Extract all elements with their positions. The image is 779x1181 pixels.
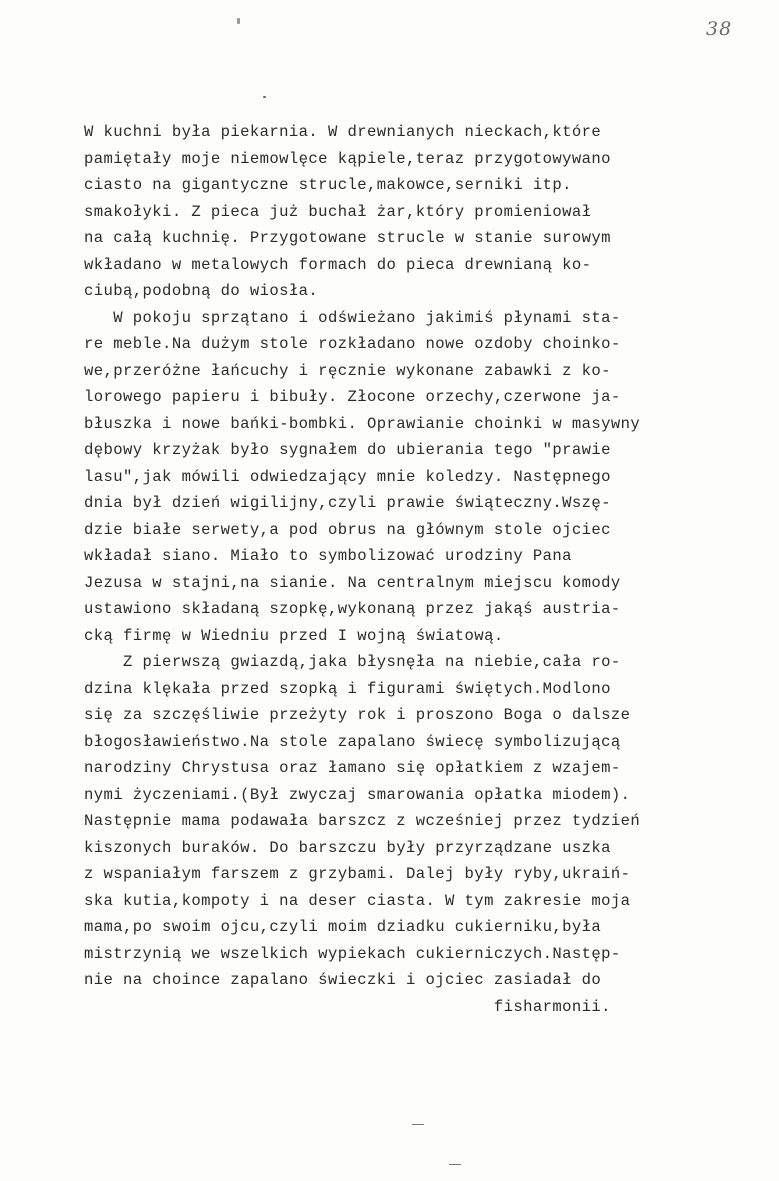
text-line: W pokoju sprzątano i odświeżano jakimiś płynami sta- xyxy=(84,308,621,327)
text-line: się za szczęśliwie przeżyty rok i proszono Boga o dalsze xyxy=(84,706,631,724)
text-line: mistrzynią we wszelkich wypiekach cukierniczych.Następ- xyxy=(84,944,621,963)
text-line: kiszonych buraków. Do barszczu były przyrządzane uszka xyxy=(84,838,611,857)
text-line: dzie białe serwety,a pod obrus na głównym stole ojciec xyxy=(84,520,611,539)
text-line: nie na choince zapalano świeczki i ojciec zasiadał do xyxy=(84,971,602,989)
text-line: błuszka i nowe bańki-bombki. Oprawianie choinki w masywny xyxy=(84,414,641,433)
text-line: ciubą,podobną do wiosła. xyxy=(84,282,319,300)
ink-speck xyxy=(237,18,240,24)
text-line: smakołyki. Z pieca już buchał żar,który promieniował xyxy=(84,202,592,221)
text-line: dzina klękała przed szopką i figurami świętych.Modlono xyxy=(84,679,611,698)
text-line: ska kutia,kompoty i na deser ciasta. W tym zakresie moja xyxy=(84,891,631,910)
text-line: lasu",jak mówili odwiedzający mnie koledzy. Następnego xyxy=(84,467,611,486)
text-line: nymi życzeniami.(Był zwyczaj smarowania opłatka miodem). xyxy=(84,785,631,804)
text-line: Z pierwszą gwiazdą,jaka błysnęła na niebie,cała ro- xyxy=(84,653,621,671)
text-line: W kuchni była piekarnia. W drewnianych nieckach,które xyxy=(84,123,602,141)
text-line: Następnie mama podawała barszcz z wcześniej przez tydzień xyxy=(84,812,641,830)
text-line: mama,po swoim ojcu,czyli moim dziadku cukierniku,była xyxy=(84,918,602,936)
text-line: fisharmonii. xyxy=(84,997,611,1016)
text-line: re meble.Na dużym stole rozkładano nowe ozdoby choinko- xyxy=(84,335,621,353)
text-line: z wspaniałym farszem z grzybami. Dalej były ryby,ukraiń- xyxy=(84,865,631,883)
page-number: 38 xyxy=(706,18,733,40)
text-line: dnia był dzień wigilijny,czyli prawie świąteczny.Wszę- xyxy=(84,494,611,512)
footer-mark xyxy=(412,1124,424,1125)
text-line: pamiętały moje niemowlęce kąpiele,teraz przygotowywano xyxy=(84,149,611,168)
text-line: Jezusa w stajni,na sianie. Na centralnym miejscu komody xyxy=(84,573,621,592)
text-line: dębowy krzyżak było sygnałem do ubierania tego "prawie xyxy=(84,441,611,459)
typewritten-text xyxy=(84,119,724,1020)
text-line: narodziny Chrystusa oraz łamano się opłatkiem z wzajem- xyxy=(84,759,621,777)
text-line: na całą kuchnię. Przygotowane strucle w stanie surowym xyxy=(84,229,611,247)
text-line: ustawiono składaną szopkę,wykonaną przez jakąś austria- xyxy=(84,600,621,618)
text-line: lorowego papieru i bibuły. Złocone orzechy,czerwone ja- xyxy=(84,388,621,406)
text-line: cką firmę w Wiedniu przed I wojną światową. xyxy=(84,626,504,645)
text-line: wkładano w metalowych formach do pieca drewnianą ko- xyxy=(84,255,592,274)
text-line: ciasto na gigantyczne strucle,makowce,serniki itp. xyxy=(84,176,572,194)
footer-mark xyxy=(449,1164,461,1165)
text-line: we,przeróżne łańcuchy i ręcznie wykonane zabawki z ko- xyxy=(84,361,611,380)
text-line: błogosławieństwo.Na stole zapalano świecę symbolizującą xyxy=(84,732,621,751)
text-line: wkładał siano. Miało to symbolizować urodziny Pana xyxy=(84,547,572,565)
ink-speck xyxy=(263,96,266,98)
